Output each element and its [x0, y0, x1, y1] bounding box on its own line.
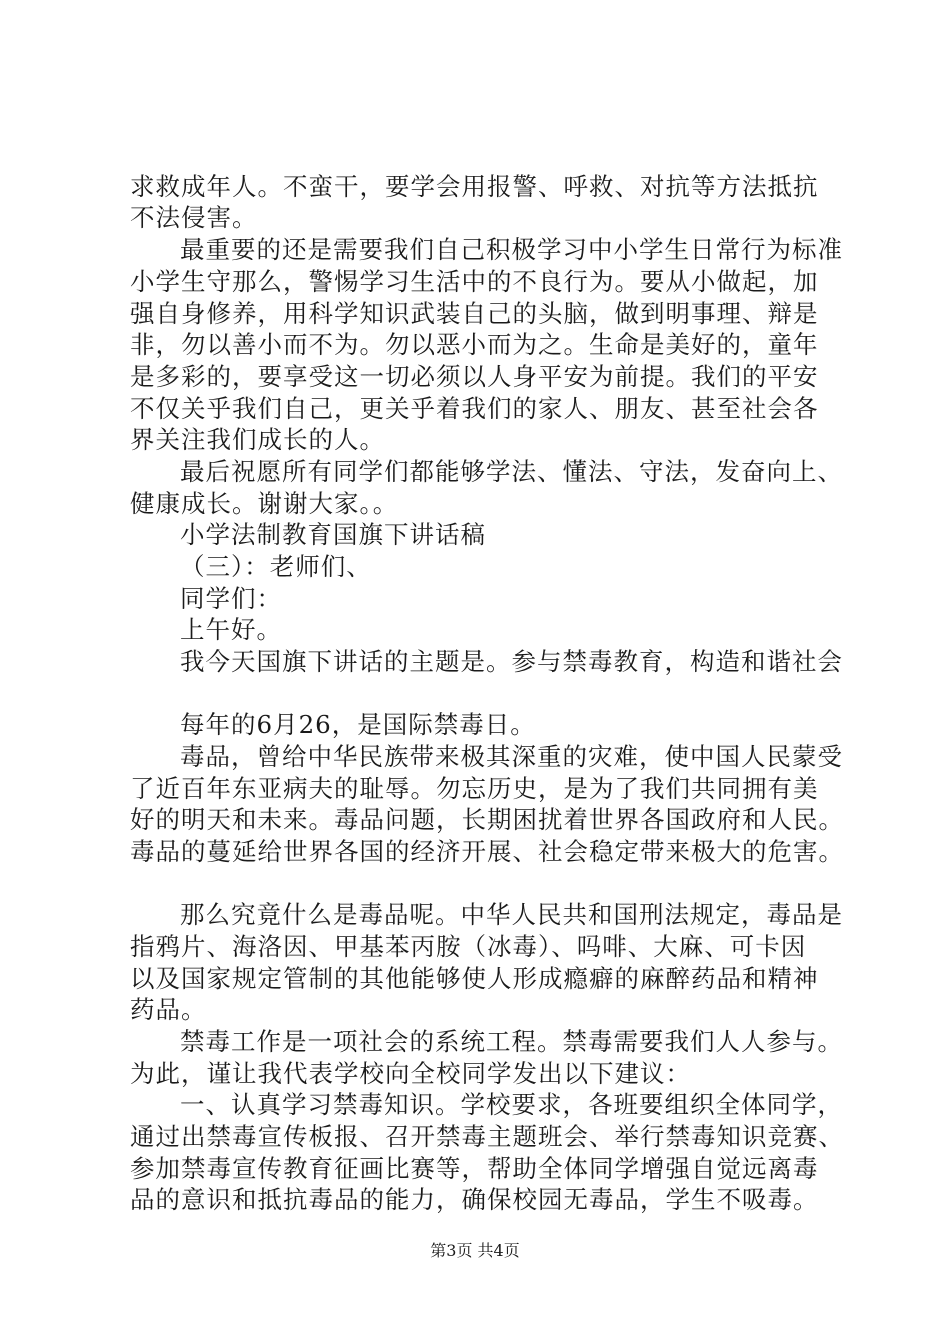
text-line: 药品。 — [130, 995, 207, 1024]
text-line: 我今天国旗下讲话的主题是。参与禁毒教育，构造和谐社会 — [180, 647, 843, 676]
text-line: （三）：老师们、 — [180, 552, 372, 581]
page-footer: 第3页 共4页 — [430, 1241, 520, 1260]
text-line: 了近百年东亚病夫的耻辱。勿忘历史，是为了我们共同拥有美 — [130, 774, 819, 803]
text-line: 好的明天和未来。毒品问题，长期困扰着世界各国政府和人民。 — [130, 805, 844, 834]
text-line: 健康成长。谢谢大家。。 — [130, 489, 399, 518]
text-line: 不仅关乎我们自己，更关乎着我们的家人、朋友、甚至社会各 — [130, 394, 819, 423]
text-line: 非，勿以善小而不为。勿以恶小而为之。生命是美好的，童年 — [130, 330, 819, 359]
text-line: 同学们： — [180, 584, 282, 613]
text-line: 禁毒工作是一项社会的系统工程。禁毒需要我们人人参与。 — [180, 1027, 843, 1056]
text-line: 上午好。 — [180, 615, 282, 644]
text-line: 指鸦片、海洛因、甲基苯丙胺（冰毒）、吗啡、大麻、可卡因 — [130, 932, 807, 961]
text-line: 小学法制教育国旗下讲话稿 — [180, 520, 486, 549]
text-line: 每年的6月26，是国际禁毒日。 — [180, 710, 536, 739]
text-line: 界关注我们成长的人。 — [130, 425, 385, 454]
text-line: 毒品的蔓延给世界各国的经济开展、社会稳定带来极大的危害。 — [130, 837, 844, 866]
text-line: 最重要的还是需要我们自己积极学习中小学生日常行为标准 — [180, 235, 843, 264]
text-line: 通过出禁毒宣传板报、召开禁毒主题班会、举行禁毒知识竞赛、 — [130, 1122, 844, 1151]
text-line: 一、认真学习禁毒知识。学校要求，各班要组织全体同学， — [180, 1090, 843, 1119]
text-line: 那么究竟什么是毒品呢。中华人民共和国刑法规定，毒品是 — [180, 900, 843, 929]
text-line: 不法侵害。 — [130, 203, 258, 232]
text-line: 毒品，曾给中华民族带来极其深重的灾难，使中国人民蒙受 — [180, 742, 843, 771]
text-line: 参加禁毒宣传教育征画比赛等，帮助全体同学增强自觉远离毒 — [130, 1154, 819, 1183]
text-line: 最后祝愿所有同学们都能够学法、懂法、守法，发奋向上、 — [180, 457, 843, 486]
text-line: 品的意识和抵抗毒品的能力，确保校园无毒品，学生不吸毒。 — [130, 1185, 819, 1214]
text-line: 以及国家规定管制的其他能够使人形成瘾癖的麻醉药品和精神 — [130, 964, 819, 993]
text-line: 小学生守那么，警惕学习生活中的不良行为。要从小做起，加 — [130, 267, 819, 296]
text-line: 强自身修养，用科学知识武装自己的头脑，做到明事理、辩是 — [130, 299, 819, 328]
text-line: 是多彩的，要享受这一切必须以人身平安为前提。我们的平安 — [130, 362, 819, 391]
text-line: 为此，谨让我代表学校向全校同学发出以下建议： — [130, 1059, 691, 1088]
text-line: 求救成年人。不蛮干，要学会用报警、呼救、对抗等方法抵抗 — [130, 172, 819, 201]
